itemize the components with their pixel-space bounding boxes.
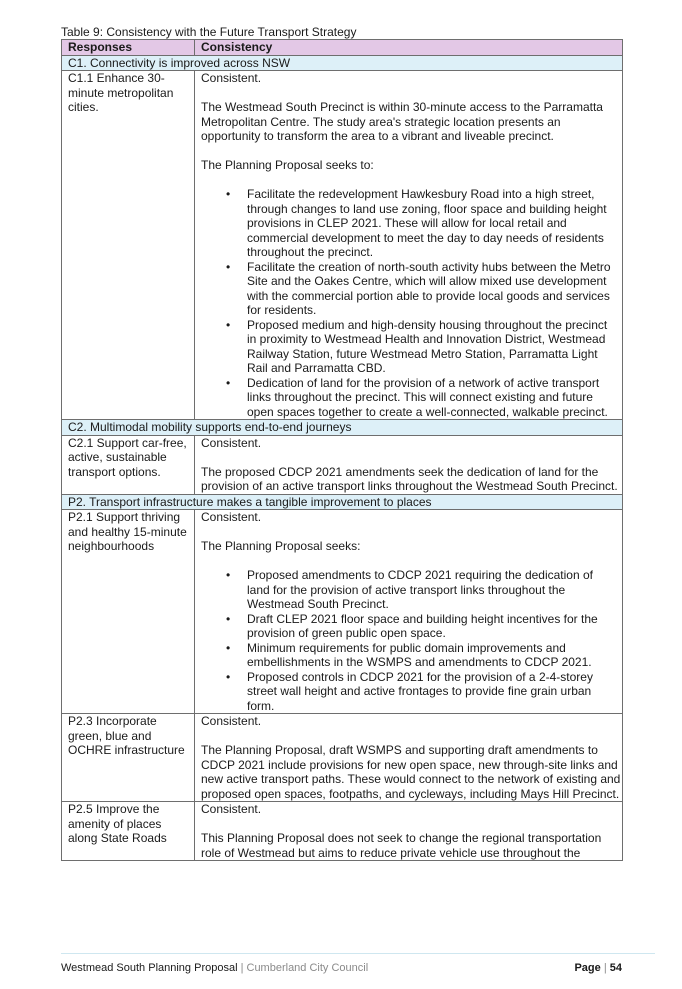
- bullet-icon: •: [226, 568, 231, 582]
- status-text: Consistent.: [201, 510, 262, 524]
- table-caption: Table 9: Consistency with the Future Transport Strategy: [61, 25, 357, 39]
- page-separator: |: [603, 962, 607, 974]
- response-cell: P2.1 Support thriving and healthy 15-minute neighbourhoods: [62, 510, 195, 714]
- list-item-text: Facilitate the redevelopment Hawkesbury Road into a high street, through changes to land use zoning, floor space and building height provisions in CLEP 2021. These will allow for local retail and commercial development to meet the day to day needs of residents throughout the precinct.: [247, 187, 607, 259]
- status-text: Consistent.: [201, 802, 262, 816]
- list-item-text: Dedication of land for the provision of a network of active transport links throughout the precinct. This will connect existing and future open spaces together to create a well-connected, walkable precinct.: [247, 375, 608, 419]
- consistency-cell: [195, 714, 623, 802]
- list-item-text: Draft CLEP 2021 floor space and building height incentives for the provision of green public open space.: [247, 611, 598, 640]
- bullet-icon: •: [226, 187, 231, 201]
- status-text: Consistent.: [201, 714, 262, 728]
- list-item: [226, 187, 616, 260]
- list-item-text: Proposed amendments to CDCP 2021 requiring the dedication of land for the provision of active transport links throughout the Westmead South Precinct.: [247, 568, 593, 611]
- list-item: [226, 640, 616, 670]
- bullet-icon: •: [226, 259, 231, 274]
- page-number: 54: [609, 962, 622, 974]
- section-title: C1. Connectivity is improved across NSW: [62, 55, 623, 71]
- response-cell: C1.1 Enhance 30-minute metropolitan cities.: [62, 71, 195, 420]
- table-row: [62, 510, 623, 714]
- consistency-cell: [195, 71, 623, 420]
- paragraph: The proposed CDCP 2021 amendments seek the dedication of land for the provision of an active transport links throughout the Westmead South Precinct.: [201, 464, 618, 493]
- table-row: [62, 802, 623, 861]
- bullet-icon: •: [226, 640, 231, 655]
- consistency-cell: [195, 435, 623, 494]
- table-row: [62, 71, 623, 420]
- bullet-icon: •: [226, 317, 231, 332]
- paragraph: The Planning Proposal, draft WSMPS and supporting draft amendments to CDCP 2021 include provisions for new open space, new through-site links and new active transport paths. These would connect to the network of existing and proposed open spaces, footpaths, and cycleways, including Mays Hill Precinct.: [201, 743, 621, 801]
- footer-page-indicator: [574, 962, 622, 974]
- section-title: P2. Transport infrastructure makes a tangible improvement to places: [62, 494, 623, 510]
- status-text: Consistent.: [201, 435, 262, 450]
- footer-document-title: [61, 962, 368, 974]
- list-item: [226, 669, 616, 714]
- table-header-row: [62, 40, 623, 56]
- status-text: Consistent.: [201, 71, 262, 85]
- list-item: [226, 611, 616, 641]
- list-item-text: Proposed medium and high-density housing throughout the precinct in proximity to Westmead Health and Innovation District, Westmead Railway Station, future Westmead Metro Station, Parramatta Light Rail and Parramatta CBD.: [247, 317, 608, 375]
- section-row: [62, 420, 623, 436]
- paragraph: The Planning Proposal seeks to:: [201, 158, 374, 172]
- paragraph: The Westmead South Precinct is within 30-minute access to the Parramatta Metropolitan Centre. The study area's strategic location presents an opportunity to transform the area to a vibrant and liveable precinct.: [201, 100, 603, 143]
- bullet-list: [201, 187, 622, 419]
- paragraph: This Planning Proposal does not seek to change the regional transportation role of Westmead but aims to reduce private vehicle use throughout the: [201, 831, 602, 860]
- footer-separator: |: [240, 962, 244, 974]
- list-item-text: Proposed controls in CDCP 2021 for the provision of a 2-4-storey street wall height and active frontages to provide fine grain urban form.: [247, 669, 593, 713]
- footer-council-name: Cumberland City Council: [246, 962, 369, 974]
- table-body: [62, 55, 623, 861]
- bullet-icon: •: [226, 669, 231, 684]
- footer-divider: [61, 953, 655, 954]
- response-cell: P2.3 Incorporate green, blue and OCHRE infrastructure: [62, 714, 195, 802]
- consistency-cell: [195, 802, 623, 861]
- page-label: Page: [574, 962, 601, 974]
- list-item: [226, 568, 616, 612]
- table-row: [62, 435, 623, 494]
- header-responses: Responses: [62, 40, 195, 56]
- section-row: [62, 55, 623, 71]
- section-title: C2. Multimodal mobility supports end-to-end journeys: [62, 420, 623, 436]
- list-item: [226, 317, 616, 376]
- bullet-icon: •: [226, 611, 231, 626]
- bullet-list: [201, 568, 622, 713]
- consistency-table: [61, 39, 623, 861]
- list-item: [226, 259, 616, 318]
- consistency-cell: [195, 510, 623, 714]
- header-consistency: Consistency: [195, 40, 623, 56]
- section-row: [62, 494, 623, 510]
- table-row: [62, 714, 623, 802]
- response-cell: C2.1 Support car-free, active, sustainable transport options.: [62, 435, 195, 494]
- paragraph: The Planning Proposal seeks:: [201, 539, 361, 553]
- bullet-icon: •: [226, 375, 231, 390]
- list-item: [226, 375, 616, 420]
- response-cell: P2.5 Improve the amenity of places along State Roads: [62, 802, 195, 861]
- list-item-text: Facilitate the creation of north-south activity hubs between the Metro Site and the Oakes Centre, which will allow mixed use development with the commercial portion able to provide local goods and services for residents.: [247, 259, 611, 317]
- list-item-text: Minimum requirements for public domain improvements and embellishments in the WSMPS and amendments to CDCP 2021.: [247, 640, 592, 669]
- footer-document-name: Westmead South Planning Proposal: [61, 962, 238, 974]
